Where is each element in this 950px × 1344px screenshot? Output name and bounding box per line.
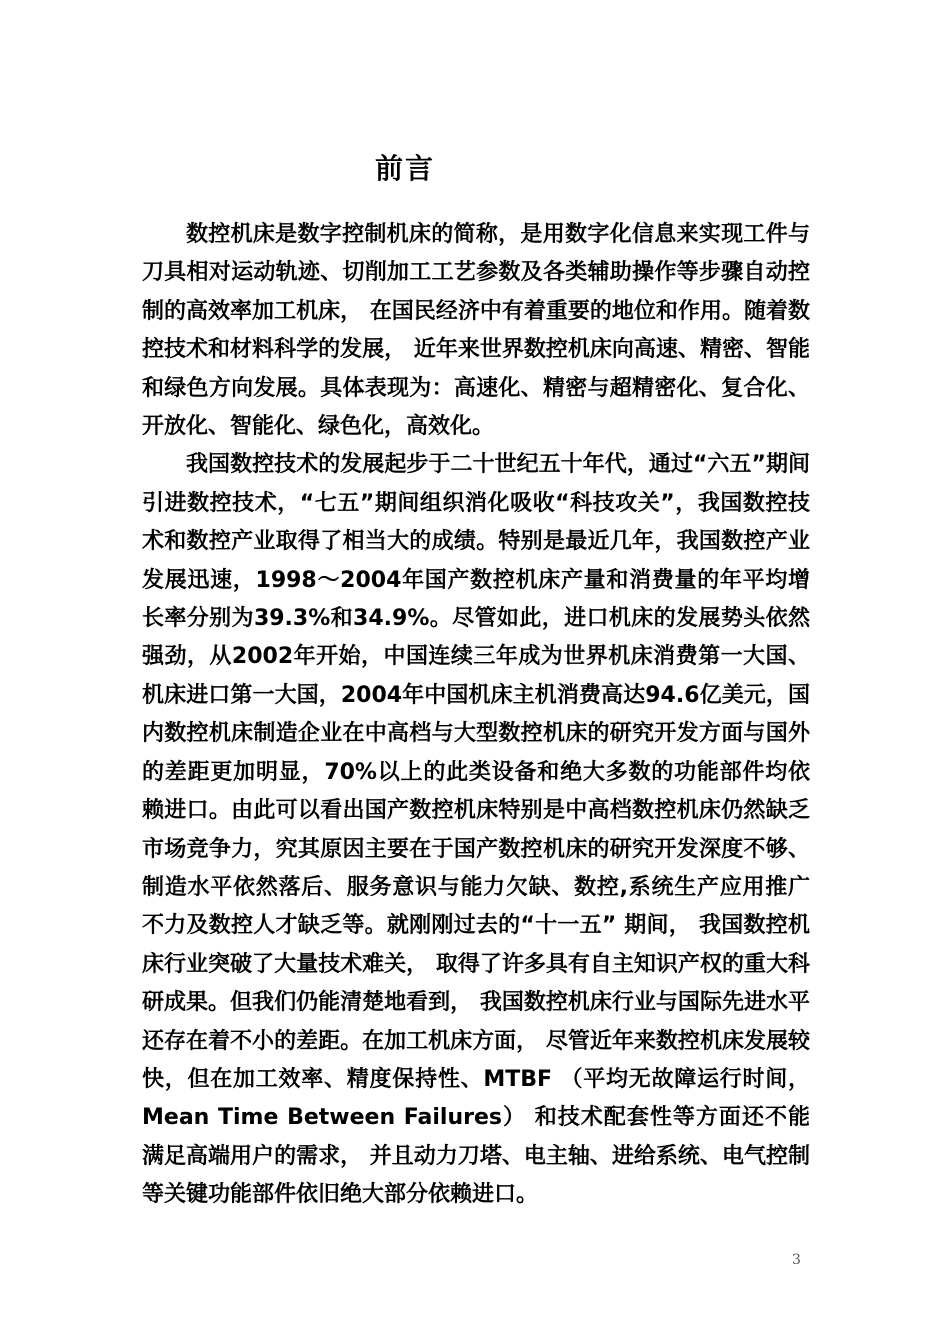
page-title: 前言	[374, 151, 435, 185]
paragraph-development: 我国数控技术的发展起步于二十世纪五十年代，通过“六五”期间引进数控技术，“七五”期间组织消化吸收“科技攻关”，我国数控技术和数控产业取得了相当大的成绩。特别是最近几年，我国数控产业发展迅速，1998～2004年国产数控机床产量和消费量的年平均增长率分别为39.3%和34.9%。尽管如此，进口机床的发展势头依然强劲，从2002年开始，中国连续三年成为世界机床消费第一大国、机床进口第一大国，2004年中国机床主机消费高达94.6亿美元，国内数控机床制造企业在中高档与大型数控机床的研究开发方面与国外的差距更加明显，70%以上的此类设备和绝大多数的功能部件均依赖进口。由此可以看出国产数控机床特别是中高档数控机床仍然缺乏市场竞争力，究其原因主要在于国产数控机床的研究开发深度不够、制造水平依然落后、服务意识与能力欠缺、数控,系统生产应用推广不力及数控人才缺乏等。就刚刚过去的“十一五” 期间， 我国数控机床行业突破了大量技术难关， 取得了许多具有自主知识产权的重大科研成果。但我们仍能清楚地看到， 我国数控机床行业与国际先进水平还存在着不小的差距。在加工机床方面， 尽管近年来数控机床发展较快，但在加工效率、精度保持性、MTBF （平均无故障运行时间， Mean Time Between Failures） 和技术配套性等方面还不能满足高端用户的需求， 并且动力刀塔、电主轴、进给系统、电气控制等关键功能部件依旧绝大部分依赖进口。	[142, 452, 810, 1208]
page-number: 3	[792, 1252, 801, 1268]
paragraph-intro: 数控机床是数字控制机床的简称，是用数字化信息来实现工件与刀具相对运动轨迹、切削加工工艺参数及各类辅助操作等步骤自动控制的高效率加工机床， 在国民经济中有着重要的地位和作用。随着数控技术和材料科学的发展， 近年来世界数控机床向高速、精密、智能和绿色方向发展。具体表现为：高速化、精密与超精密化、复合化、开放化、智能化、绿色化，高效化。	[142, 222, 810, 440]
body-text	[142, 216, 810, 1215]
